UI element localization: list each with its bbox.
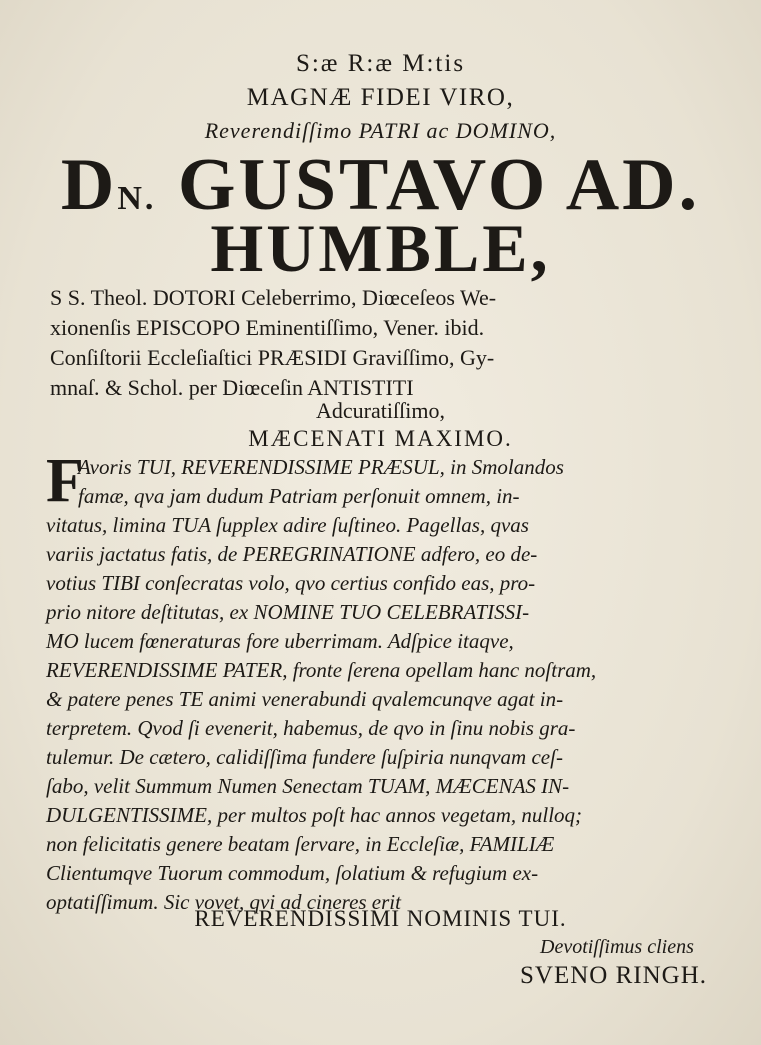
closing-nominis-line: REVERENDISSIMI NOMINIS TUI.: [194, 906, 567, 931]
dedication-line: S:æ R:æ M:tis: [295, 50, 466, 77]
body-line: MO lucem fœneraturas fore uberrimam. Adſpice itaqve,: [46, 629, 514, 653]
body-line: Avoris TUI, REVERENDISSIME PRÆSUL, in Smolandos: [78, 455, 564, 479]
body-line: optatiſſimum. Sic vovet, qvi ad cineres erit: [46, 890, 401, 914]
adcuratissimo-line: Adcuratiſſimo,: [316, 398, 445, 423]
body-line: DULGENTISSIME, per multos poſt hac annos vegetam, nulloq;: [46, 803, 583, 827]
maecenas-line: MÆCENATI MAXIMO.: [248, 426, 513, 451]
drop-cap-initial: F: [46, 447, 84, 515]
title-line: mnaſ. & Schol. per Diœceſin ANTISTITI: [50, 375, 414, 400]
first-name: GUSTAVO AD.: [177, 144, 701, 226]
signature-name: SVENO RINGH.: [520, 962, 707, 989]
dedicatee-surname: HUMBLE,: [210, 210, 551, 286]
body-line: REVERENDISSIME PATER, fronte ſerena opellam hanc noſtram,: [46, 658, 597, 682]
body-line: votius TIBI conſecratas volo, qvo certius confido eas, pro-: [46, 571, 536, 595]
body-line: prio nitore deſtitutas, ex NOMINE TUO CELEBRATISSI-: [46, 600, 530, 624]
body-line: Clientumqve Tuorum commodum, ſolatium & refugium ex-: [46, 861, 539, 885]
title-line: xionenſis EPISCOPO Eminentiſſimo, Vener. ibid.: [50, 315, 485, 340]
body-line: tulemur. De cætero, calidiſſima fundere ſuſpiria nunqvam ceſ-: [46, 745, 563, 769]
magnae-fidei-line: MAGNÆ FIDEI VIRO,: [246, 84, 515, 111]
title-line: Conſiſtorii Eccleſiaſtici PRÆSIDI Graviſſimo, Gy-: [50, 345, 495, 370]
dn-abbrev: DN.: [60, 144, 157, 226]
body-line: non felicitatis genere beatam ſervare, in Eccleſiæ, FAMILIÆ: [46, 832, 555, 856]
body-line: vitatus, limina TUA ſupplex adire ſuſtineo. Pagellas, qvas: [46, 513, 529, 537]
body-line: famæ, qva jam dudum Patriam perſonuit omnem, in-: [78, 484, 520, 508]
reverendissimo-line: Reverendiſſimo PATRI ac DOMINO,: [204, 118, 557, 143]
body-line: variis jactatus fatis, de PEREGRINATIONE adfero, eo de-: [46, 542, 538, 566]
body-line: & patere penes TE animi venerabundi qvalemcunqve agat in-: [46, 687, 564, 711]
body-line: terpretem. Qvod ſi evenerit, habemus, de qvo in ſinu nobis gra-: [46, 716, 576, 740]
devotissimus-line: Devotiſſimus cliens: [540, 936, 694, 958]
title-line: S S. Theol. DOTORI Celeberrimo, Diœceſeos We-: [50, 285, 497, 310]
body-line: ſabo, velit Summum Numen Senectam TUAM, MÆCENAS IN-: [46, 774, 570, 798]
